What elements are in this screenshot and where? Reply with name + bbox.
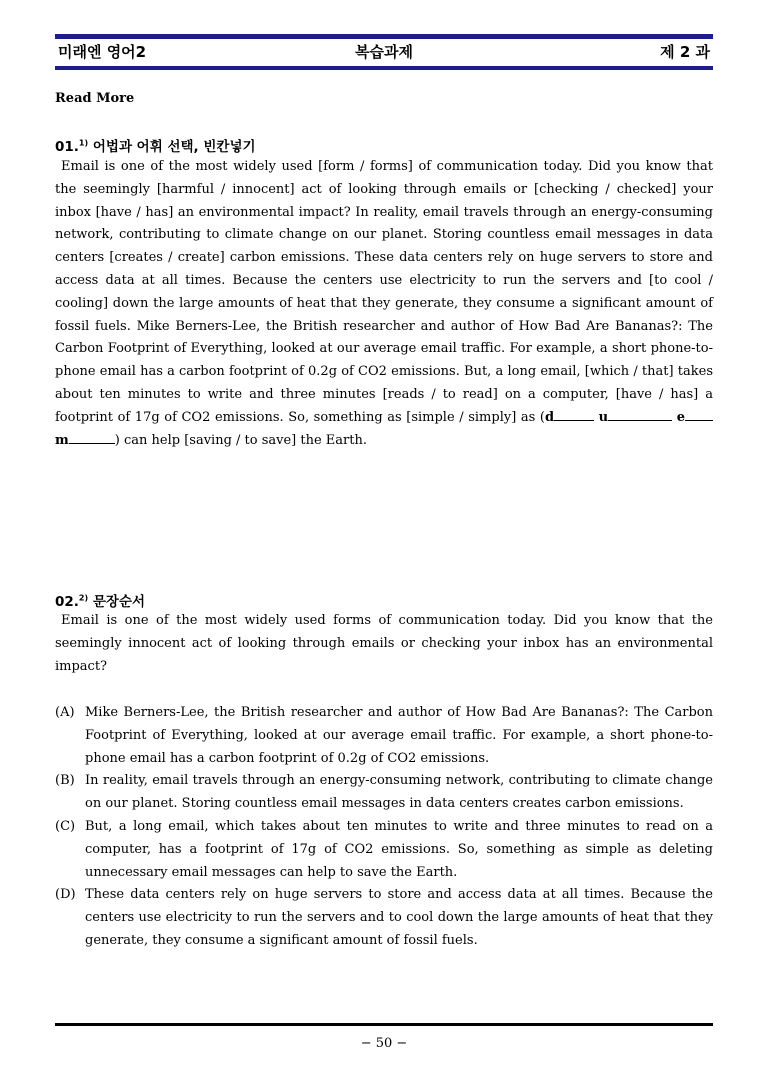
- option-d-text: These data centers rely on huge servers to store and access data at all times. Because the centers use electricity to run the servers and to cool down the large amounts of heat that they generate, they consume a significant amount of fossil fuels.: [85, 887, 713, 948]
- question-1-title: 어법과 어휘 선택, 빈칸넣기: [92, 139, 256, 155]
- option-a-letter: (A): [55, 705, 75, 720]
- question-1-footnote: 1): [78, 138, 89, 148]
- blank-d-letter: d: [544, 409, 555, 425]
- question-1-text: Email is one of the most widely used [form / forms] of communication today. Did you know that the seemingly [harmful / innocent] act of looking through emails or [checking / checked] your inbox [have / has] an environmental impact? In reality, email travels through an energy-consuming network, contributing to climate change on our planet. Storing countless email messages in data centers [creates / create] carbon emissions. These data centers rely on huge servers to store and access data at all times. Because the centers use electricity to run the servers and [to cool / cooling] down the large amounts of heat that they generate, they consume a significant amount of fossil fuels. Mike Berners-Lee, the British researcher and author of How Bad Are Bananas?: The Carbon Footprint of Everything, looked at our average email traffic. For example, a short phone-to-phone email has a carbon footprint of 0.2g of CO2 emissions. But, a long email, [which / that] takes about ten minutes to write and three minutes [reads / to read] on a computer, [have / has] a footprint of 17g of CO2 emissions. So, something as [simple / simply] as: [55, 159, 713, 425]
- question-1-heading: [55, 135, 256, 155]
- question-1-text-end: can help [saving / to save] the Earth.: [123, 432, 367, 448]
- header-rule-top: [55, 34, 713, 39]
- question-1-number: 01.: [55, 139, 79, 155]
- blank-u-letter: u: [598, 409, 609, 425]
- option-c-letter: (C): [55, 818, 76, 834]
- blank-m-letter: m: [55, 432, 69, 448]
- option-b-text: In reality, email travels through an energy-consuming network, contributing to climate change on our planet. Storing countless email messages in data centers creates carbon emissions.: [85, 773, 713, 812]
- option-c: [55, 816, 713, 884]
- header-rule-bottom: [55, 66, 713, 70]
- page-number: − 50 −: [360, 1036, 408, 1051]
- option-b-letter: (B): [55, 773, 75, 789]
- option-c-text: But, a long email, which takes about ten minutes to write and three minutes to read on a computer, has a footprint of 17g of CO2 emissions. So, something as simple as deleting unnecessary email messages can help to save the Earth.: [85, 818, 713, 880]
- question-2-footnote: 2): [78, 593, 89, 603]
- question-2-intro: Email is one of the most widely used forms of communication today. Did you know that the seemingly innocent act of looking through emails or checking your inbox has an environmental impact?: [55, 613, 713, 674]
- option-d-letter: (D): [55, 887, 76, 903]
- blank-d-line[interactable]: [554, 409, 594, 421]
- question-2-number: 02.: [55, 594, 79, 610]
- order-options: [55, 702, 713, 953]
- option-d: [55, 884, 713, 952]
- footer-rule: [55, 1023, 713, 1026]
- option-b: [55, 770, 713, 816]
- blank-e-letter: e: [676, 409, 685, 425]
- option-a-text: Mike Berners-Lee, the British researcher and author of How Bad Are Bananas?: The Carbon Footprint of Everything, looked at our average email traffic. For example, a short phone-to-phone email has a carbon footprint of 0.2g of CO2 emissions.: [85, 705, 713, 766]
- section-label: Read More: [55, 91, 135, 106]
- question-2-heading: [55, 590, 145, 610]
- textbook-title: 미래엔 영어2: [58, 43, 147, 61]
- lesson-number: 제 2 과: [660, 43, 710, 61]
- worksheet-title: 복습과제: [355, 43, 413, 61]
- option-a: [55, 702, 713, 770]
- blank-close: ): [114, 432, 120, 448]
- blank-e-line[interactable]: [685, 409, 713, 421]
- blank-m-line[interactable]: [69, 432, 115, 444]
- question-1-passage: [55, 156, 713, 452]
- question-2-title: 문장순서: [92, 594, 146, 610]
- blank-open: (: [539, 409, 545, 425]
- blank-u-line[interactable]: [608, 409, 672, 421]
